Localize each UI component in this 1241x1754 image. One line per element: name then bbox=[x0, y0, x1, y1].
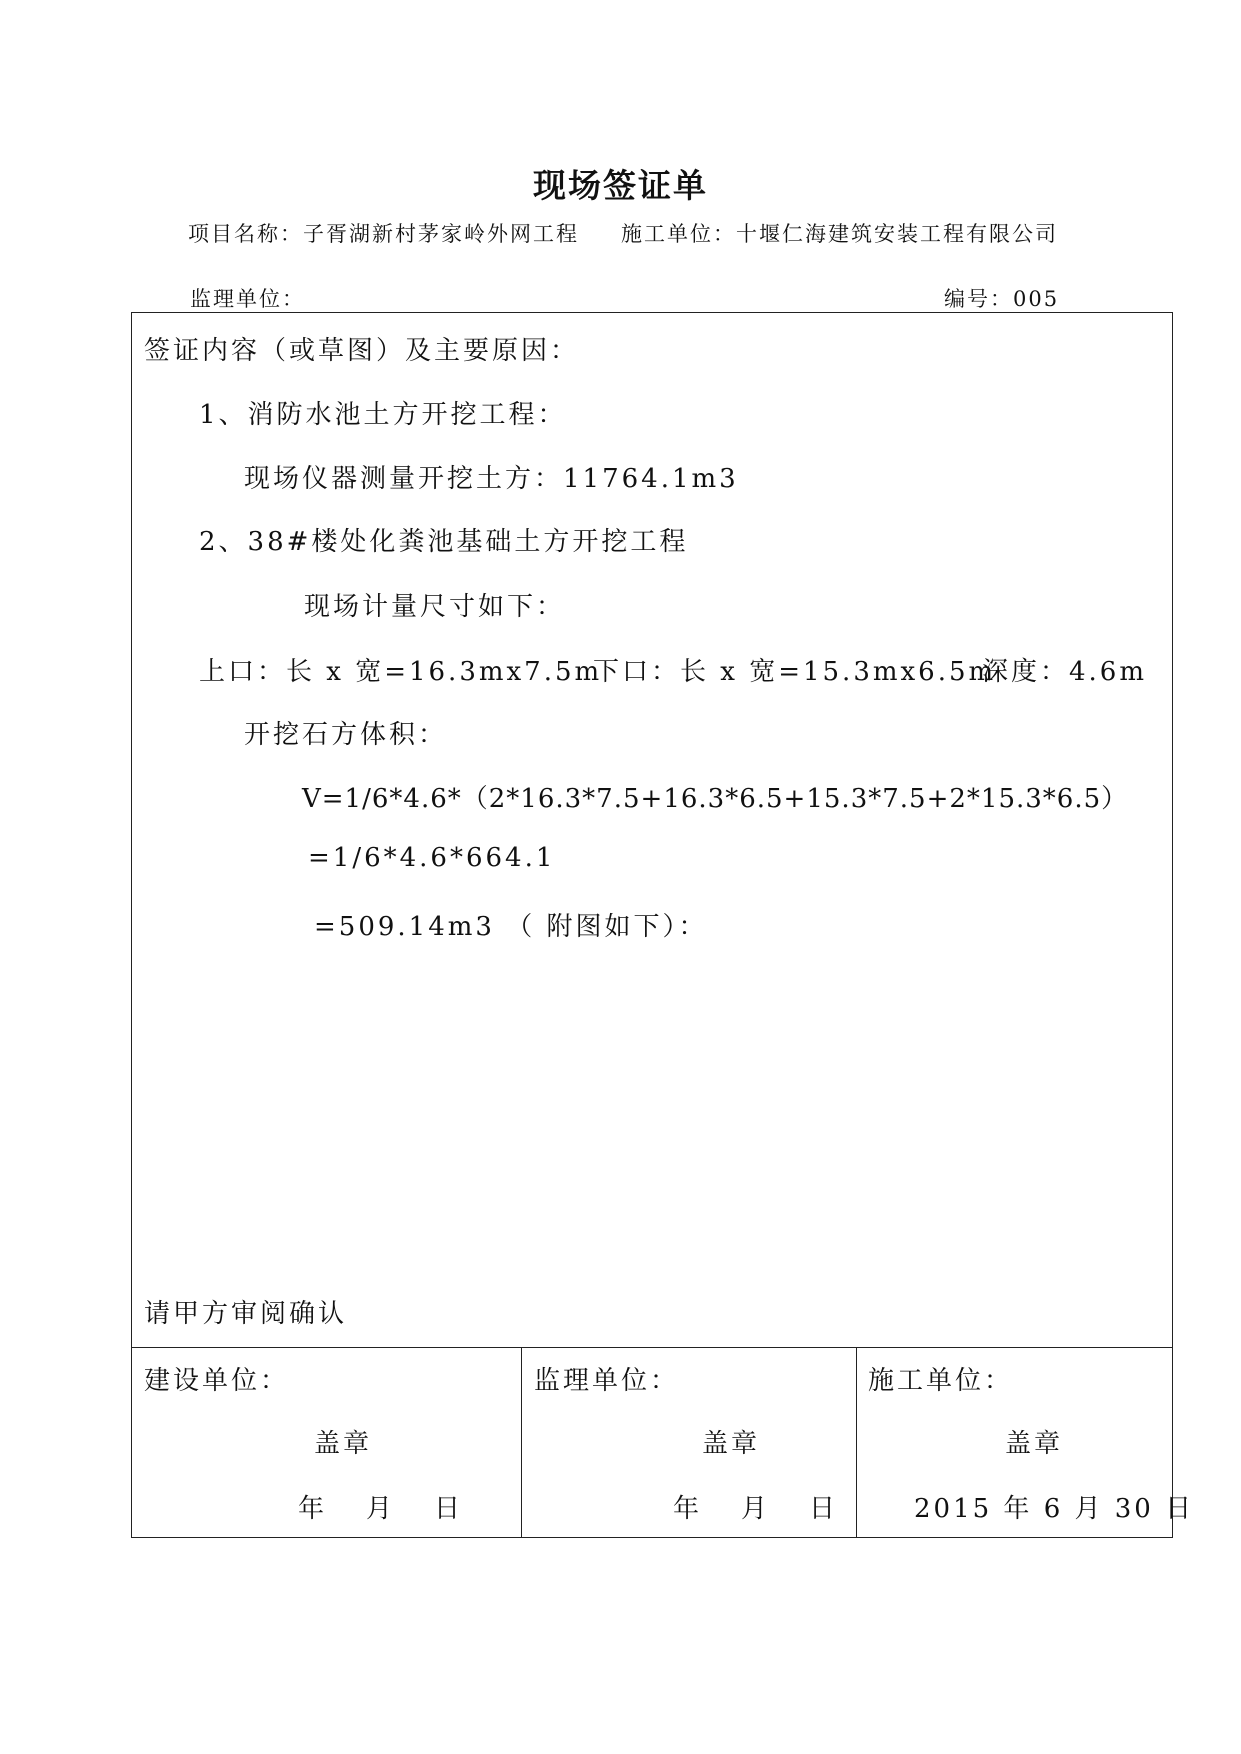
seal-label: 盖章 bbox=[314, 1429, 373, 1459]
page-title: 现场签证单 bbox=[533, 166, 708, 205]
formula-line-2: =1/6*4.6*664.1 bbox=[308, 843, 556, 873]
supervision-unit: 监理单位： bbox=[190, 287, 305, 311]
construction-unit: 施工单位：十堰仁海建筑安装工程有限公司 bbox=[621, 222, 1058, 246]
volume-label: 开挖石方体积： bbox=[244, 720, 448, 750]
content-header: 签证内容（或草图）及主要原因： bbox=[144, 336, 580, 366]
seal-label: 盖章 bbox=[702, 1429, 761, 1459]
formula-line-3: =509.14m3 （ 附图如下）： bbox=[314, 912, 708, 942]
item2-measure: 现场计量尺寸如下： bbox=[304, 592, 566, 622]
column-divider bbox=[521, 1347, 522, 1538]
item1-detail: 现场仪器测量开挖土方：11764.1m3 bbox=[244, 464, 739, 494]
date-contractor: 2015 年 6 月 30 日 bbox=[914, 1494, 1195, 1524]
date-supervision: 年 月 日 bbox=[673, 1494, 844, 1524]
lower-dimension: 下口：长 x 宽=15.3mx6.5m bbox=[593, 657, 997, 687]
date-owner: 年 月 日 bbox=[298, 1494, 469, 1524]
item1-title: 1、消防水池土方开挖工程： bbox=[199, 400, 567, 430]
formula-line-1: V=1/6*4.6*（2*16.3*7.5+16.3*6.5+15.3*7.5+2*15.3*6.5） bbox=[302, 784, 1129, 814]
signature-divider bbox=[131, 1347, 1173, 1348]
upper-dimension: 上口：长 x 宽=16.3mx7.5m bbox=[199, 657, 603, 687]
signature-unit-owner: 建设单位： bbox=[144, 1366, 290, 1396]
signature-unit-contractor: 施工单位： bbox=[868, 1366, 1014, 1396]
depth: 深度：4.6m bbox=[982, 657, 1148, 687]
column-divider bbox=[856, 1347, 857, 1538]
confirm-request: 请甲方审阅确认 bbox=[144, 1299, 348, 1329]
item2-title: 2、38#楼处化粪池基础土方开挖工程 bbox=[199, 527, 689, 557]
seal-label: 盖章 bbox=[1005, 1429, 1064, 1459]
project-name: 项目名称：子胥湖新村茅家岭外网工程 bbox=[188, 222, 579, 246]
signature-unit-supervision: 监理单位： bbox=[534, 1366, 680, 1396]
serial-number: 编号：005 bbox=[944, 287, 1060, 311]
